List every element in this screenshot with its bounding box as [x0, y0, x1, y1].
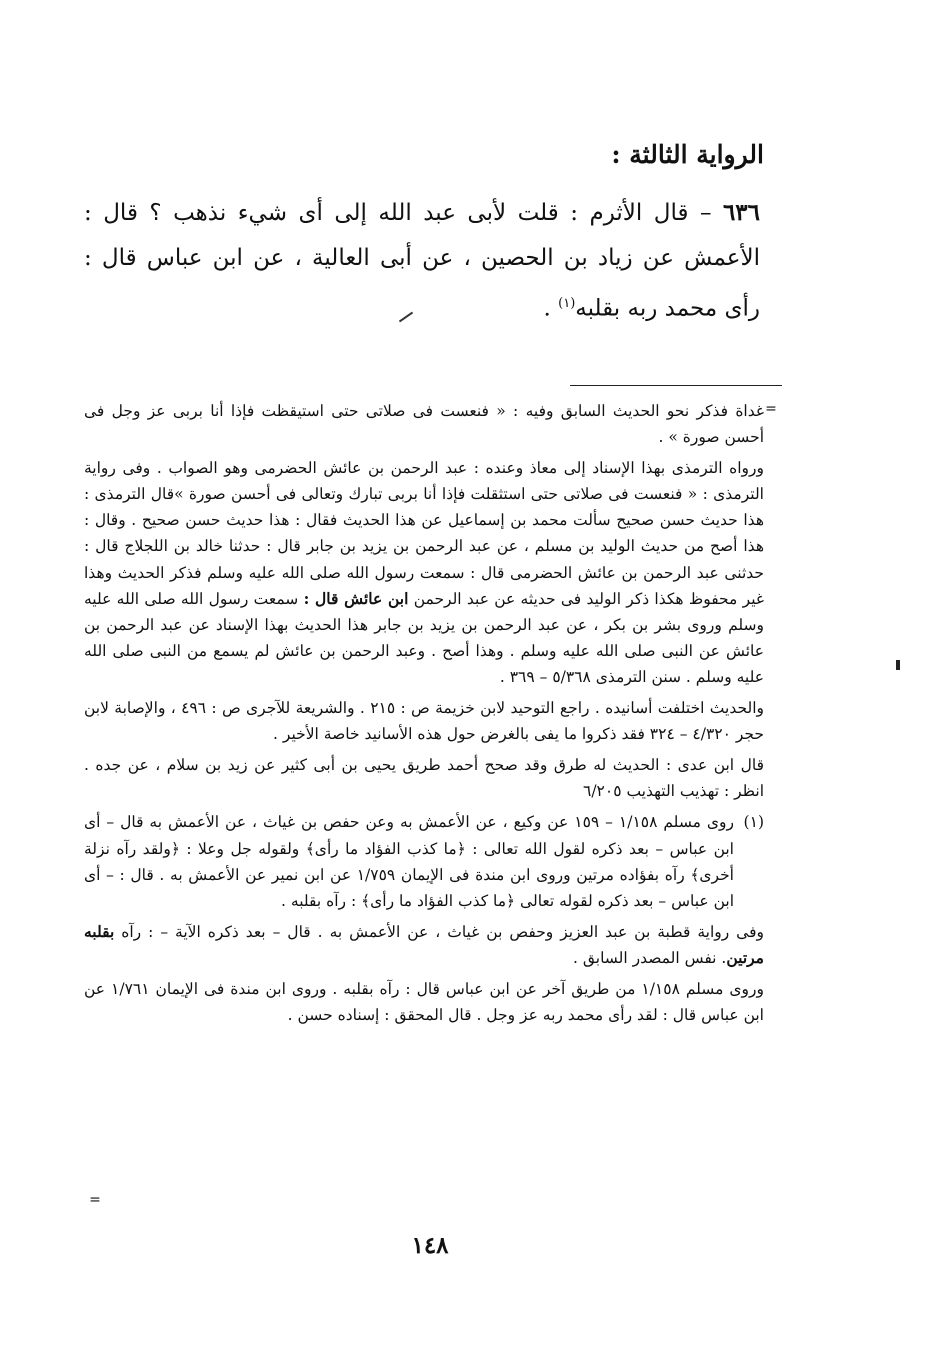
footnote-paragraph: [84, 976, 764, 1028]
footnote-text-continued: سمعت رسول الله صلى الله عليه وسلم وروى بشر بن بكر ، عن عبد الرحمن بن يزيد بن جابر هذا الحديث بهذا الإسناد عن عبد الرحمن بن عائش عن النبى صلى الله عليه وسلم . وهذا أصح . وعبد الرحمن بن عائش لم يسمع من النبى صلى الله عليه وسلم . سنن الترمذى ٥/٣٦٨ – ٣٦٩ .: [84, 589, 764, 686]
page-number: ١٤٨: [411, 1232, 449, 1259]
continuation-mark-bottom: =: [89, 1192, 101, 1208]
footnote-one: [84, 809, 764, 913]
footnotes: [84, 398, 764, 1033]
margin-mark: [896, 660, 900, 670]
footnote-text: وفى رواية قطبة بن عبد العزيز وحفص بن غياث ، عن الأعمش به . قال – بعد ذكره الآية – : رآه: [114, 922, 764, 941]
footnote-paragraph: [84, 695, 764, 747]
hadith-tail: .: [543, 295, 559, 322]
main-paragraph: [84, 190, 760, 332]
footnote-paragraph: [84, 919, 764, 971]
footnote-paragraph: [84, 752, 764, 804]
footnote-bold-text: ابن عائش قال :: [303, 588, 409, 608]
hadith-number: ٦٣٦: [722, 199, 760, 226]
footnote-text-continued: . نفس المصدر السابق .: [572, 948, 727, 967]
footnote-text: قال ابن عدى : الحديث له طرق وقد صحح أحمد طريق يحيى بن أبى كثير عن زيد بن سلام ، عن جده . انظر : تهذيب التهذيب ٦/٢٠٥: [84, 756, 764, 801]
footnote-text: ورواه الترمذى بهذا الإسناد إلى معاذ وعنده : عبد الرحمن بن عائش الحضرمى وهو الصواب . وفى رواية الترمذى : « فنعست فى صلاتى حتى استثقلت فإذا أنا بربى تبارك وتعالى فى أحسن صورة »قال الترمذى : هذا حديث حسن صحيح سألت محمد بن إسماعيل عن هذا الحديث فقال : هذا حديث حسن صحيح . وقال : هذا أصح من حديث الوليد بن مسلم ، عن عبد الرحمن بن يزيد بن جابر قال : حدثنا خالد بن اللجلاج قال : حدثنى عبد الرحمن بن عائش الحضرمى قال : سمعت رسول الله صلى الله عليه وسلم فذكر الحديث وهذا غير محفوظ هكذا ذكر الوليد فى حديثه عن عبد الرحمن: [84, 459, 764, 608]
footnote-bold-text: بقلبه مرتين: [84, 921, 764, 967]
section-heading: الرواية الثالثة :: [611, 140, 764, 169]
footnote-separator: [570, 385, 782, 386]
footnote-number: (١): [743, 813, 764, 832]
footnote-text: غداة فذكر نحو الحديث السابق وفيه : « فنعست فى صلاتى حتى استيقظت فإذا أنا بربى عز وجل فى أحسن صورة » .: [84, 402, 764, 447]
continuation-mark-top: =: [765, 401, 777, 417]
footnote-paragraph: [84, 455, 764, 690]
footnote-text: والحديث اختلفت أسانيده . راجع التوحيد لابن خزيمة ص : ٢١٥ . والشريعة للآجرى ص : ٤٩٦ ، والإصابة لابن حجر ٤/٣٢٠ – ٣٢٤ فقد ذكروا ما يفى بالغرض حول هذه الأسانيد خاصة الأخير .: [84, 699, 764, 744]
hadith-text: – قال الأثرم : قلت لأبى عبد الله إلى أى شيء نذهب ؟ قال : الأعمش عن زياد بن الحصين ، عن أبى العالية ، عن ابن عباس قال : رأى محمد ربه بقلبه: [84, 200, 760, 322]
footnote-reference: (١): [558, 296, 576, 311]
footnote-text: روى مسلم ١/١٥٨ – ١٥٩ عن وكيع ، عن الأعمش به وعن حفص بن غياث ، عن الأعمش به قال – أى ابن عباس – بعد ذكره لقول الله تعالى : ﴿ما كذب الفؤاد ما رأى﴾ ولقوله جل وعلا : ﴿ولقد رآه نزلة أخرى﴾ رآه بفؤاده مرتين وروى ابن مندة فى الإيمان ١/٧٥٩ عن ابن نمير عن الأعمش به . قال : – أى ابن عباس – بعد ذكره لقوله تعالى ﴿ما كذب الفؤاد ما رأى﴾ : رآه بقلبه .: [84, 813, 734, 910]
footnote-text: وروى مسلم ١/١٥٨ من طريق آخر عن ابن عباس قال : رآه بقلبه . وروى ابن مندة فى الإيمان ١/٧٦١ عن ابن عباس قال : لقد رأى محمد ربه عز وجل . قال المحقق : إسناده حسن .: [84, 979, 764, 1025]
footnote-paragraph: [84, 398, 764, 450]
